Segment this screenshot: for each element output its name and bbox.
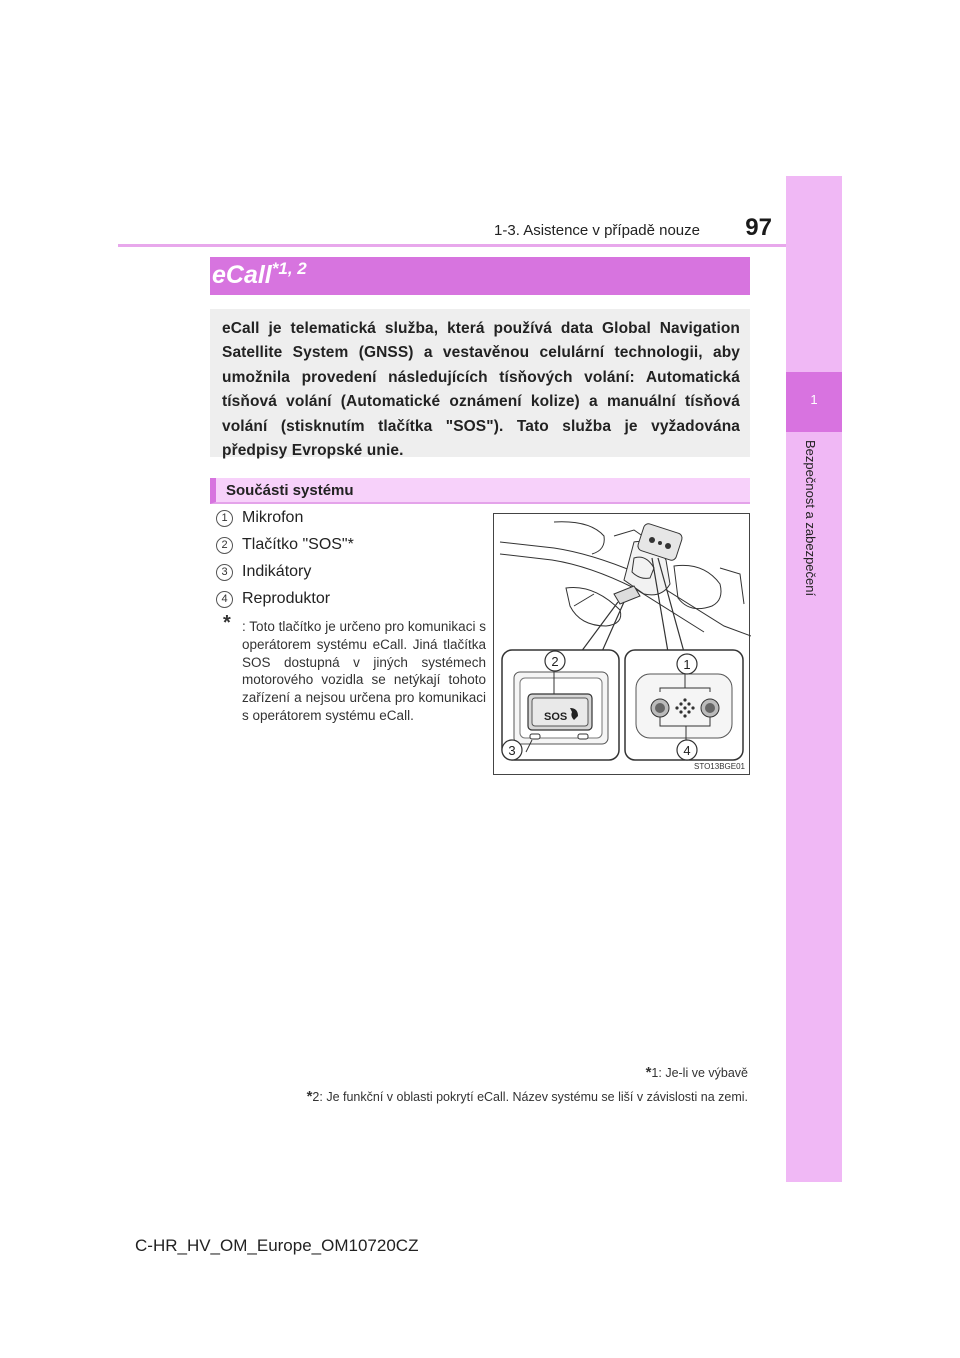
number-badge: 2 xyxy=(216,537,233,554)
callout-1 xyxy=(677,654,697,674)
page-title-text: eCall xyxy=(212,261,272,289)
callout-2 xyxy=(545,651,565,671)
page-title-star: * xyxy=(271,259,279,278)
figure-code: STO13BGE01 xyxy=(694,762,745,771)
number-badge: 3 xyxy=(216,564,233,581)
number-badge: 4 xyxy=(216,591,233,608)
component-label: Tlačítko "SOS"* xyxy=(242,536,354,553)
section-reference: 1-3. Asistence v případě nouze xyxy=(494,222,700,239)
chapter-number: 1 xyxy=(810,392,818,407)
callout-4 xyxy=(677,740,697,760)
chapter-title xyxy=(803,440,823,640)
document-id: C-HR_HV_OM_Europe_OM10720CZ xyxy=(135,1236,419,1255)
component-label: Mikrofon xyxy=(242,509,304,526)
page-title-bar xyxy=(210,257,750,295)
bottom-note-1-marker: * xyxy=(645,1064,652,1081)
section-heading-text: Součásti systému xyxy=(226,482,354,499)
callout-4-label: 4 xyxy=(683,743,691,758)
page-number: 97 xyxy=(745,214,772,241)
footnote-marker: * xyxy=(223,612,231,634)
callout-3-label: 3 xyxy=(508,743,516,758)
chapter-tab xyxy=(786,176,842,1182)
page-title-superscript: 1, 2 xyxy=(278,259,307,278)
intro-text: eCall je telematická služba, která používá data Global Navigation Satellite System (GNSS) a vestavěnou celulární technologii, aby umožnila provedení následujících tísňových volání: Automatická tísňová volání (Automatické oznámení kolize) a manuální tísňová volání (stisknutím tlačítka "SOS"). Tato služba je vyžadována předpisy Evropské unie. xyxy=(222,320,740,460)
callout-1-label: 1 xyxy=(683,657,691,672)
section-heading xyxy=(210,478,750,504)
callout-2-label: 2 xyxy=(551,654,559,669)
number-badge: 1 xyxy=(216,510,233,527)
bottom-note-2-text: 2: Je funkční v oblasti pokrytí eCall. Název systému se liší v závislosti na zemi. xyxy=(312,1090,748,1104)
components-figure xyxy=(493,513,750,775)
footnote-text: : Toto tlačítko je určeno pro komunikaci s operátorem systému eCall. Jiná tlačítka SOS dostupná v jiných systémech motorového vozidla se netýkají tohoto zařízení a nejsou určena pro komunikaci s operátorem systému eCall. xyxy=(242,619,486,723)
component-label: Indikátory xyxy=(242,563,312,580)
sos-label: SOS xyxy=(544,711,568,723)
page-title xyxy=(212,259,307,290)
bottom-note-1-text: 1: Je-li ve výbavě xyxy=(651,1066,748,1080)
bottom-note-1 xyxy=(560,1064,748,1081)
intro-box xyxy=(210,309,750,460)
bottom-note-2-marker: * xyxy=(306,1088,313,1105)
header-rule xyxy=(118,244,842,247)
overhead-console-illustration xyxy=(494,514,751,776)
component-label: Reproduktor xyxy=(242,590,331,607)
callout-3 xyxy=(502,740,522,760)
bottom-note-2 xyxy=(200,1088,748,1105)
chapter-title-text: Bezpečnost a zabezpečení xyxy=(803,440,818,597)
